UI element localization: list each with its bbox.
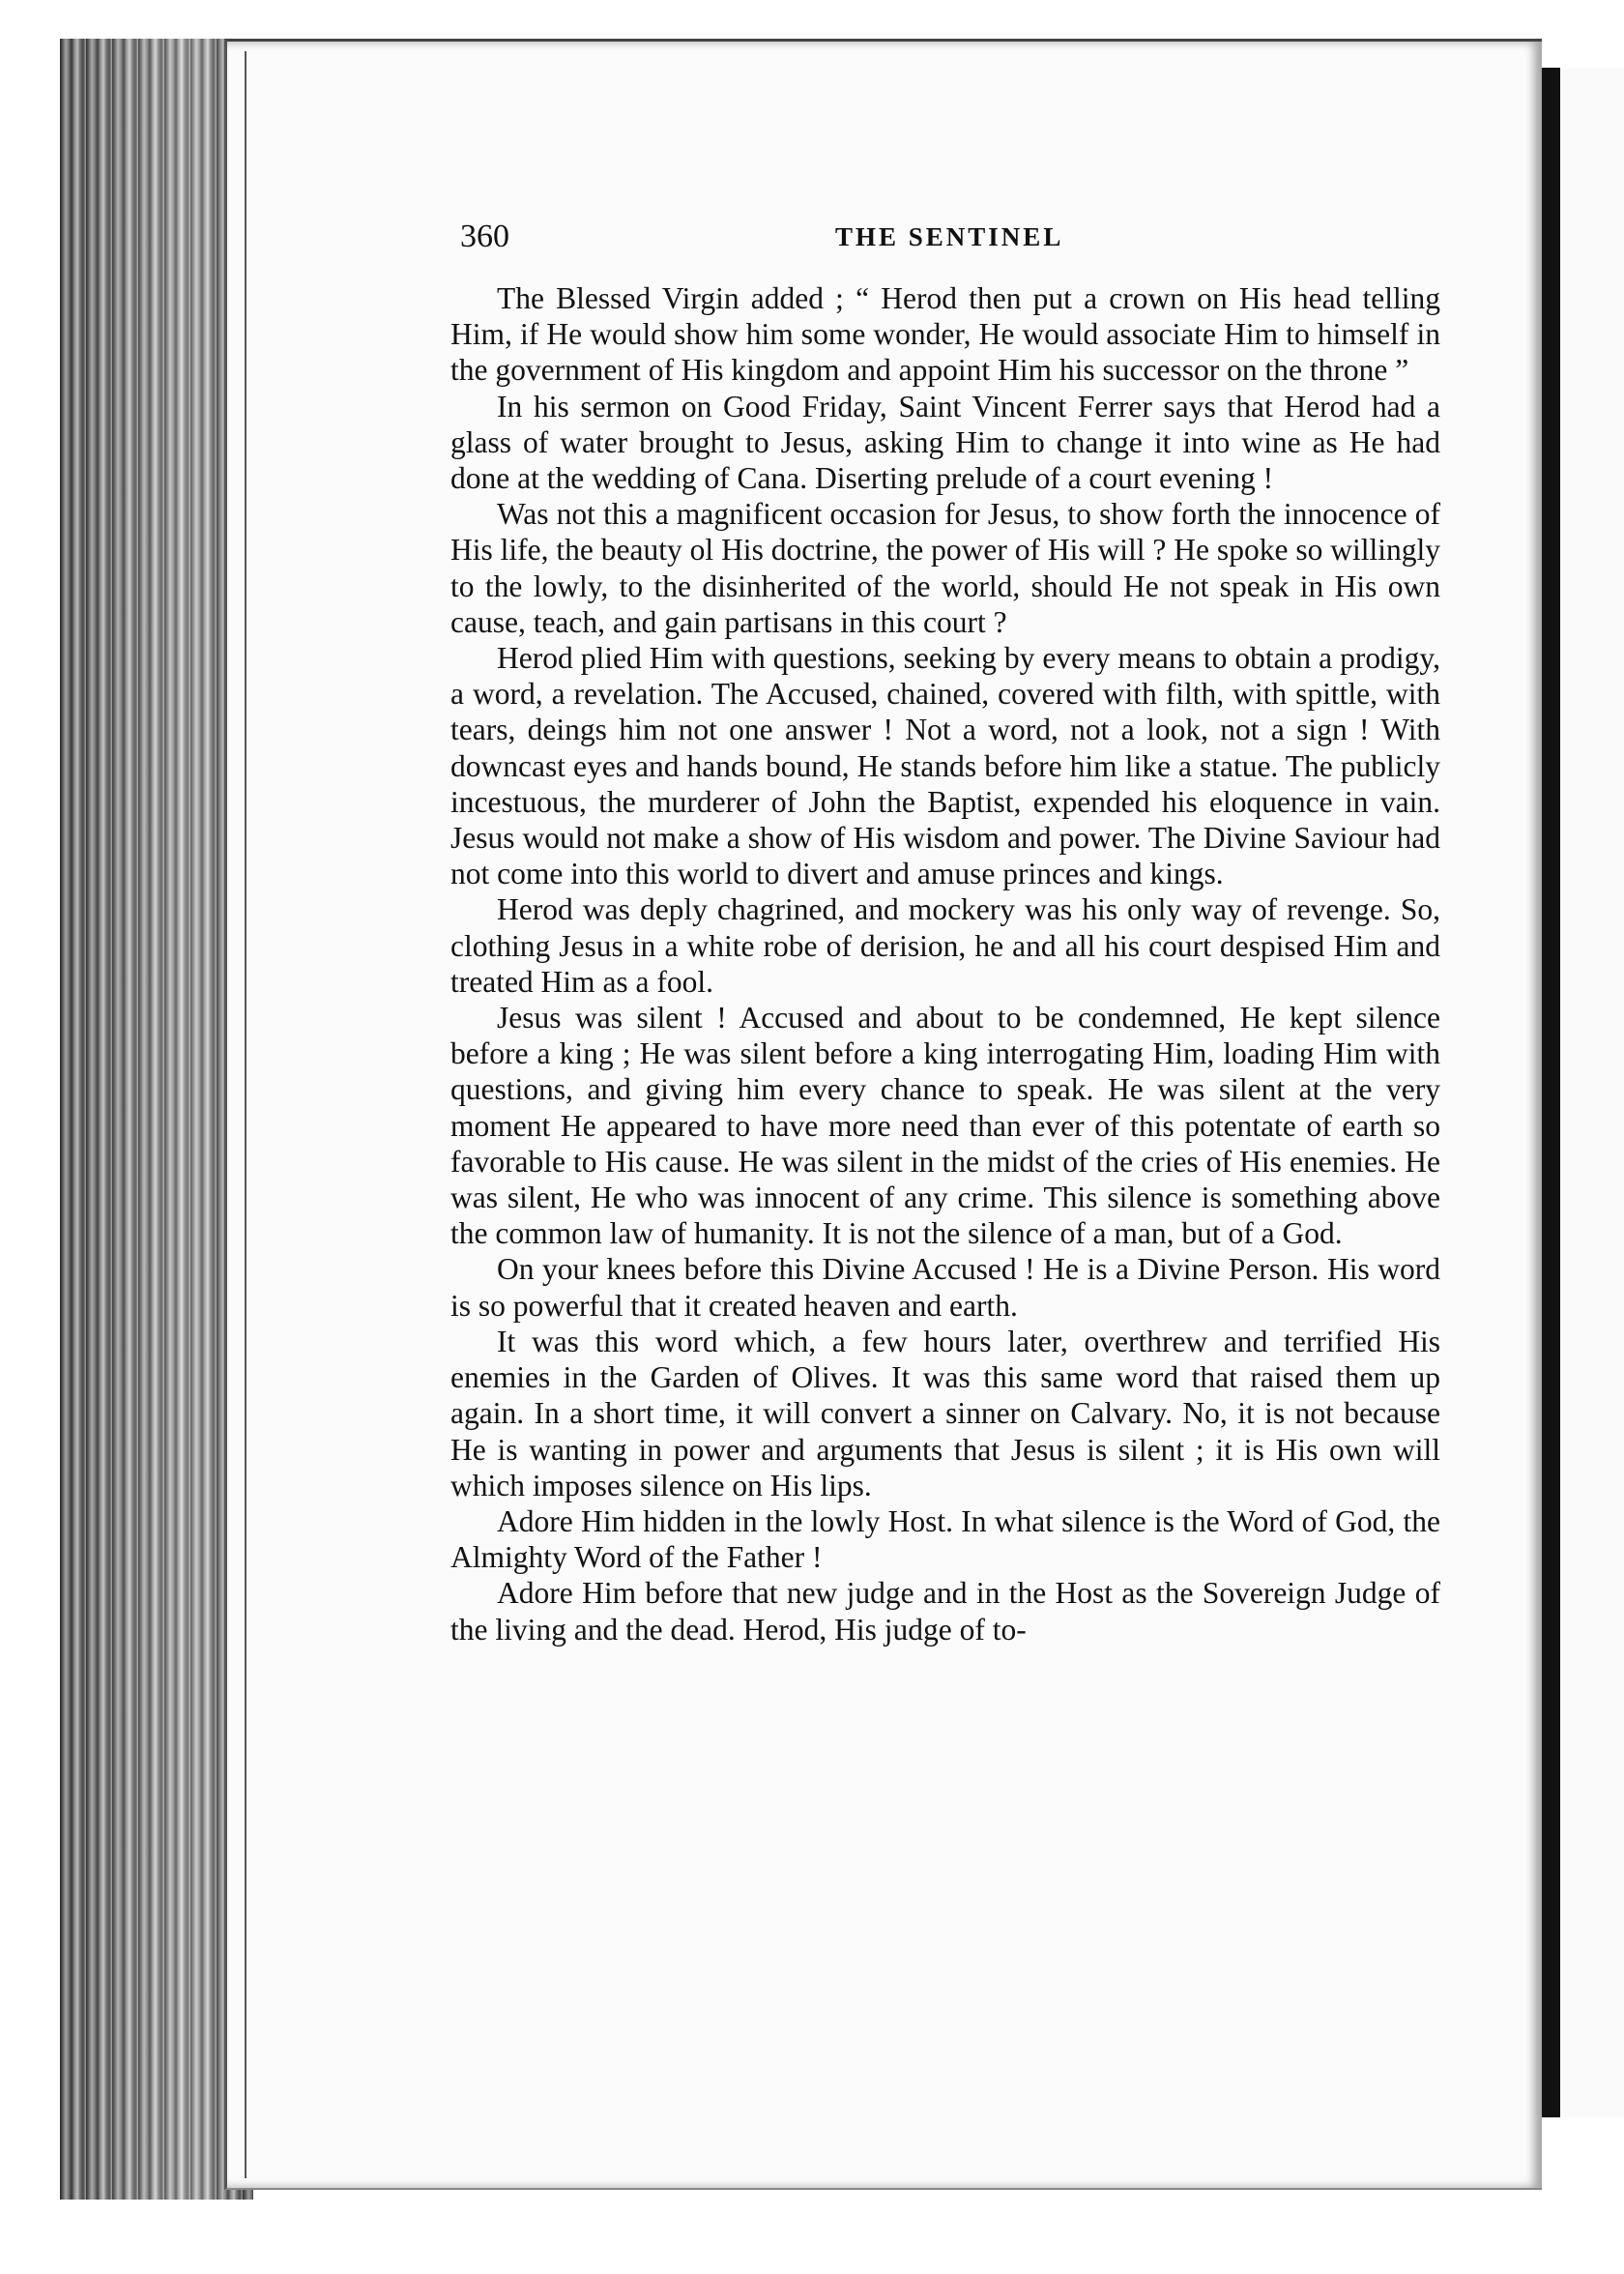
paragraph: Was not this a magnificent occasion for Jesus, to show forth the innocence of His life, the beauty ol His doctrine, the power of His will ? He spoke so willingly to the lowly, to the disinherited of the world, should He not speak in His own cause, teach, and gain partisans in this court ?: [450, 497, 1440, 639]
paragraph: Adore Him hidden in the lowly Host. In what silence is the Word of God, the Almighty Word of the Father !: [450, 1503, 1440, 1575]
body-text: [450, 280, 1440, 1647]
paragraph: The Blessed Virgin added ; “ Herod then put a crown on His head telling Him, if He would show him some wonder, He would associate Him to himself in the government of His kingdom and appoint Him his successor on the throne ”: [450, 281, 1440, 388]
page-number: 360: [460, 219, 509, 254]
page-header: [460, 219, 1435, 267]
paragraph: It was this word which, a few hours later, overthrew and terrified His enemies in the Garden of Olives. It was this same word that raised them up again. In a short time, it will convert a sinner on Calvary. No, it is not because He is wanting in power and arguments that Jesus is silent ; it is His own will which imposes silence on His lips.: [450, 1324, 1440, 1502]
paragraph: Herod plied Him with questions, seeking by every means to obtain a prodigy, a word, a revelation. The Accused, chained, covered with filth, with spittle, with tears, deings him not one answer ! Not a word, not a look, not a sign ! With downcast eyes and hands bound, He stands before him like a statue. The publicly incestuous, the murderer of John the Baptist, expended his eloquence in vain. Jesus would not make a show of His wisdom and power. The Divine Saviour had not come into this world to divert and amuse princes and kings.: [450, 641, 1440, 891]
paragraph: On your knees before this Divine Accused ! He is a Divine Person. His word is so powerful that it created heaven and earth.: [450, 1252, 1440, 1323]
paragraph: Adore Him before that new judge and in the Host as the Sovereign Judge of the living and the dead. Herod, His judge of to-: [450, 1576, 1440, 1647]
paragraph: Herod was deply chagrined, and mockery was his only way of revenge. So, clothing Jesus in a white robe of derision, he and all his court despised Him and treated Him as a fool.: [450, 892, 1440, 999]
facing-page-edge: [1539, 68, 1624, 2117]
running-title: THE SENTINEL: [835, 222, 1064, 251]
paragraph: Jesus was silent ! Accused and about to be condemned, He kept silence before a king ; He was silent before a king interrogating Him, loading Him with questions, and giving him every chance to speak. He was silent at the very moment He appeared to have more need than ever of this potentate of earth so favorable to His cause. He was silent in the midst of the cries of His enemies. He was silent, He who was innocent of any crime. This silence is something above the common law of humanity. It is not the silence of a man, but of a God.: [450, 1001, 1440, 1251]
paragraph: In his sermon on Good Friday, Saint Vincent Ferrer says that Herod had a glass of water brought to Jesus, asking Him to change it into wine as He had done at the wedding of Cana. Diserting prelude of a court evening !: [450, 389, 1440, 496]
